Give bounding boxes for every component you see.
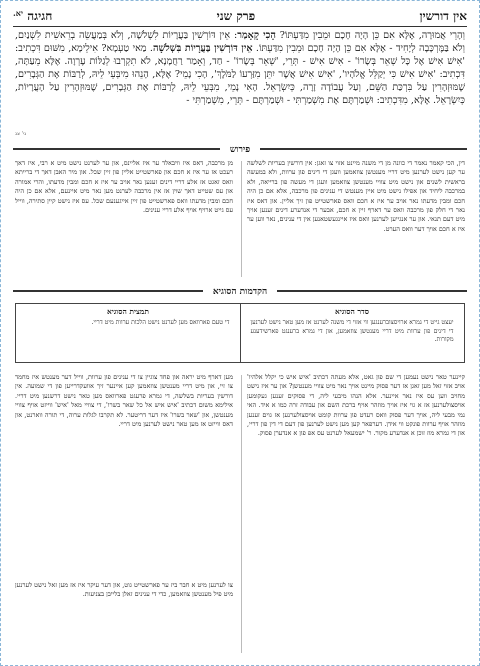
main-text-part: וְהָרֵי אֲמוּרָה, אֶלָּא אִם כֵּן הָיָה חָכָם וּמֵבִין מִדַּעְתּוֹ?	[275, 30, 465, 41]
title-rule	[277, 290, 467, 292]
column-divider	[241, 375, 242, 653]
intro-order-heading: סדר הסוגיא	[335, 307, 369, 316]
commentary-title-label: פירוש	[229, 144, 251, 155]
main-text-part: . מַאי טַעְמָא? אִילֵימָא, מִשּׁוּם דִּכְתִיב: 'אִישׁ אִישׁ אֶל כָּל שְׁאֵר בְּשָׂרוֹ' - אִישׁ אִישׁ - תְּרֵי, 'שְׁאֵר בְּשָׂרוֹ' - חַד, וְאָמַר רַחֲמָנָא, לֹא תִקְרְבוּ לְגַלּוֹת עֶרְוָה. אֶלָּא מֵעַתָּה, דִּכְתִיב: 'אִישׁ אִישׁ כִּי יְקַלֵּל אֱלֹהָיו', 'אִישׁ אִישׁ אֲשֶׁר יִתֵּן מִזַּרְעוֹ לַמֹּלֶךְ', הָכִי נָמֵי? אֶלָּא, הָנֵהוּ מִיבְּעֵי לֵיהּ, לְרַבּוֹת אֶת הַגְּבָרִים, שֶׁמּוּזְהָרִין עַל בִּרְכַּת הַשֵּׁם, וְעַל עֲבוֹדָה זָרָה, כְּיִשְׂרָאֵל. הָאִי נָמֵי, מִבְּעֵי לֵיהּ, לְרַבּוֹת אֶת הַגְּבָרִים, שֶׁמּוּזְהָרִין עַל הָעֲרָיוֹת, כְּיִשְׂרָאֵל. אֶלָּא, מִדִּכְתִיב: וּשְׁמַרְתֶּם אֶת מִשְׁמַרְתִּי - וּשְׁמַרְתֶּם - תְּרֵי, מִשְׁמַרְתִּי -	[15, 43, 465, 107]
intro-order-body: יעצט גייט די גמרא ארויסצוברענגען ווי אזוי די משנה לערנט אז מען טאר נישט לערנען די דינים פון ערוות מיט דריי מענטשן צוזאמען, און די גמרא ברענגט פארשידענע מקורות.	[250, 319, 454, 344]
title-rule	[13, 148, 220, 150]
commentary-right-column: דין, הכי קאמר נאמר די כוונה מן די משנה מיינט אזוי צו זאגן: אין דורשין בעריות לשלשה ער קען נישט לערנען מיט דריי מענטשן צוזאמען וועגן די דינים פון ערוות, ולא במעשה בראשית לשנים און נישט מיט צוויי מענטשן צוזאמען וועגן די מעשה פון ברייאה, ולא במרכבה ליחיד און אפילו נישט מיט איין מענטש די ענינים פון מרכבה, אלא אם כן היה חכם ומבין מדעתו נאר אויב ער איז א חכם וואס פארשטייט פון זיך אליין. און דאס איז נאר די חלק פון מרכבה וואס ער דארף זיין א חכם, אבער די אנדערע דינים זענען אויך מיט דעם תנאי. און ער אנגייען לערנען וואס איז איינגעשטאנען אין די ענינים, נאר ווען ער איז א חכם אויך דער וואס הערט.	[247, 159, 465, 233]
running-header	[13, 7, 467, 25]
title-rule	[260, 148, 467, 150]
header-masechet	[13, 9, 52, 24]
marginal-note: גי' צג	[15, 131, 27, 137]
header-perek: פרק שני	[216, 8, 256, 23]
header-tractate-chapter: אין דורשין	[419, 8, 467, 23]
introduction-title	[13, 285, 467, 297]
main-text-bold: אֵין דּוֹרְשִׁין בַּעֲרָיוֹת בִּשְׁלֹשָׁה	[153, 43, 253, 55]
intro-order-column	[245, 307, 460, 345]
lower-right-column: קיינער טאר נישט נעמען די שם פון גאט, אלא מעתה דכתיב 'איש איש כי יקלל אלהיו' אויב אזוי זאל מען זאגן אז דער פסוק מיינט אויך נאר מיט צוויי מענטשן? און ער איז נישט מחויב ווען עס איז נאר איינער. אלא הנהו מיבעי ליה, די פסוקים זענען געקומען אויסצולערנען אז א גוי איז אויך מוזהר אויף ברכת השם און עבודה זרה כמו א איד. האי נמי מבעי ליה, אויך דער פסוק וואס רעדט פון ערוות קומט אויסצולערנען אז גוים זענען מוזהר אויף ערוות פונקט ווי אידן. דערפאר קען מען נישט לערנען פון דעם די דין פון דריי, און די גמרא מוז זוכן א אנדערע מקור. ר' ישמעאל לערנט עס אפ פון א אנדערן פסוק.	[247, 373, 465, 438]
introduction-box	[15, 303, 465, 363]
commentary-title	[13, 143, 467, 155]
commentary-left-column: מן מרכבה, דאס איז וויבאלד ער איז אליינס, און ער לערנט נישט מיט א רבי, איז דאך רעכט אז ער איז א חכם און פארשטייט אליין פון זיין שכל. און מיר האבן דאך די ברייתא וואס זאגט אז אלע דריי דינים זענען נאר אויב ער איז א חכם ומבין מדעתו, והרי אמורה און עס שטייט דאך שוין אז אין מרכבה לערנט מען נאר מיט איינעם, אלא אם כן היה חכם ומבין מדעתו וואס פארשטייט פון זיין אייגענעם שכל. עס איז נישט קיין סתירה, ווייל עס גייט ארויף אויף אלע דריי ענינים.	[15, 159, 233, 215]
header-rule	[13, 26, 467, 27]
column-divider	[241, 161, 242, 277]
main-text-part: : אֵין דּוֹרְשִׁין בַּעֲרָיוֹת לִשְׁלֹשָׁה, וְלֹא בְּמַעֲשֵׂה בְרֵאשִׁית לִשְׁנַיִם, וְלֹא בַּמֶּרְכָּבָה לְיָחִיד - אֶלָּא אִם כֵּן הָיָה חָכָם וּמֵבִין מִדַּעְתּוֹ.	[15, 30, 465, 55]
intro-divider	[240, 304, 241, 362]
intro-summary-column	[20, 307, 235, 328]
introduction-title-label: הקדמות הסוגיא	[212, 286, 268, 297]
lower-left-note: צו לערנען מיט א חבר ביז ער פארשטייט גוט, און דער עיקר איז אז מען זאל נישט לערנען מיט פיל מענטשן צוזאמען, כדי די ענינים זאלן בלייבן בצניעות.	[15, 581, 233, 599]
title-rule	[13, 290, 203, 292]
lower-left-column: מען דארף מיט יראה און פחד צוגיין צו די ענינים פון ערוות, ווייל דער מענטש איז מחמד צו זיי, און מיט דריי מענטשן צוזאמען קען איינער זיך אוועקדרייען פון די שמועה. אין דורשין בעריות בשלשה, די גמרא פרעגט פארוואס מען טאר נישט דרשנען מיט דריי. אילימא משום דכתיב 'איש איש אל כל שאר בשרו', די צוויי מאל 'איש' ווייזט אויף צוויי מענטשן, און 'שאר בשרו' איז דער דריטער. לא תקרבו לגלות ערוה, די תורה ווארנט, און דאס ווייזט אז מען טאר נישט לערנען מיט דריי.	[15, 373, 233, 429]
page-number: יא.	[13, 7, 24, 18]
main-gemara-text	[15, 29, 465, 129]
intro-summary-heading: תמצית הסוגיא	[107, 307, 149, 316]
header-tractate: חגיגה	[27, 8, 53, 23]
main-text-bold: הָכִי קָאָמַר	[237, 30, 276, 41]
intro-summary-body: די טעם פארוואס מען לערנט נישט הלכות ערוות מיט דריי.	[91, 319, 230, 326]
